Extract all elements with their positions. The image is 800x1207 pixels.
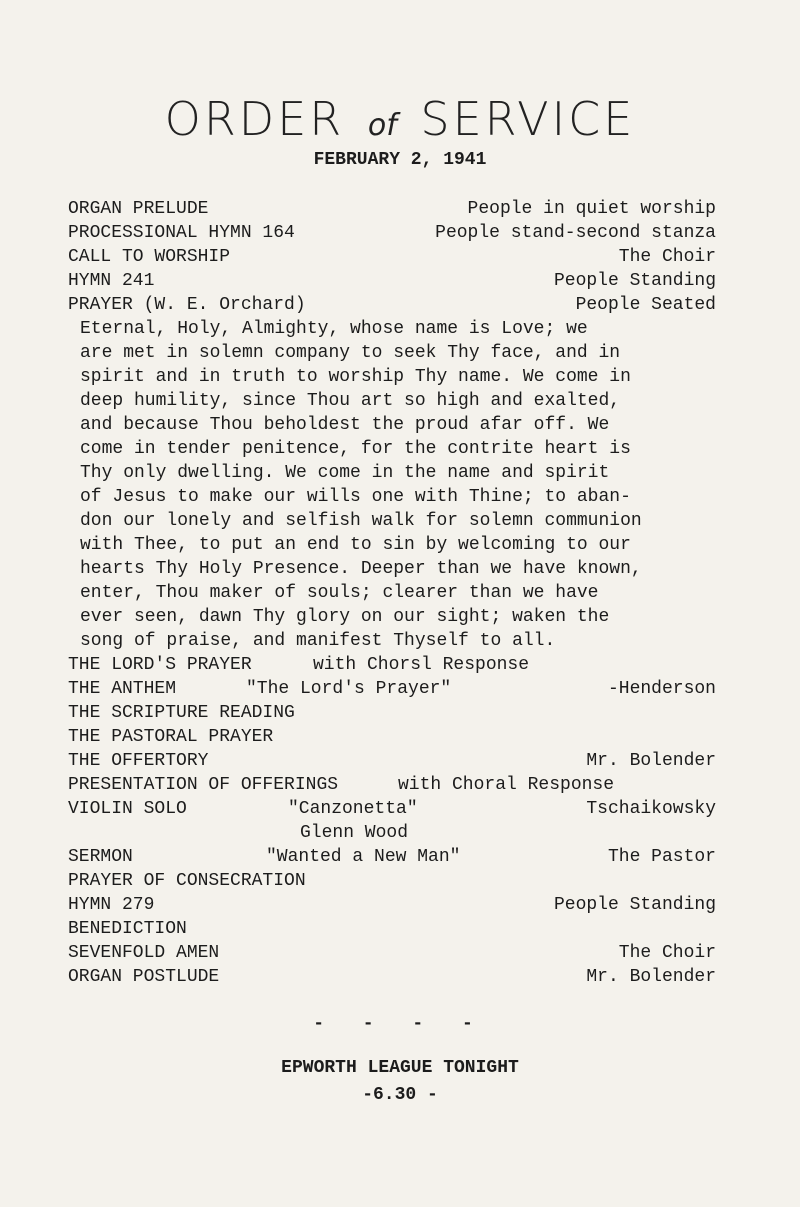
service-item-detail: "Canzonetta" <box>288 799 418 819</box>
service-item-name: PRAYER OF CONSECRATION <box>68 871 306 891</box>
prayer-line: deep humility, since Thou art so high and exalted, <box>80 391 621 411</box>
service-item-note: Mr. Bolender <box>586 967 716 987</box>
service-item-note: People in quiet worship <box>467 199 716 219</box>
service-item <box>68 293 716 317</box>
prayer-line: with Thee, to put an end to sin by welcoming to our <box>80 535 631 555</box>
service-item-name: THE ANTHEM <box>68 679 177 699</box>
service-item-name: HYMN 241 <box>68 271 155 291</box>
service-item-note: Tschaikowsky <box>586 799 716 819</box>
service-item <box>68 797 716 821</box>
service-item-name: PRAYER (W. E. Orchard) <box>68 295 306 315</box>
service-item <box>68 773 716 797</box>
prayer-line: are met in solemn company to seek Thy face, and in <box>80 343 621 363</box>
service-item <box>68 197 716 221</box>
service-item-name: THE OFFERTORY <box>68 751 209 771</box>
service-item <box>68 869 716 893</box>
prayer-line: Eternal, Holy, Almighty, whose name is Love; we <box>80 319 588 339</box>
service-item-note: -Henderson <box>607 679 716 699</box>
service-item <box>68 821 716 845</box>
page-title <box>0 92 800 146</box>
service-item-detail: "Wanted a New Man" <box>266 847 461 867</box>
service-item-note: The Choir <box>618 943 716 963</box>
service-item <box>68 269 716 293</box>
service-item-name: CALL TO WORSHIP <box>68 247 231 267</box>
prayer-line: song of praise, and manifest Thyself to all. <box>80 631 556 651</box>
title-end: SERVICE <box>420 92 636 146</box>
service-item <box>68 653 716 677</box>
service-item-note: People Standing <box>553 271 716 291</box>
prayer-line: enter, Thou maker of souls; clearer than we have <box>80 583 599 603</box>
prayer-line: and because Thou beholdest the proud afar off. We <box>80 415 610 435</box>
service-item <box>68 845 716 869</box>
service-item-note: People Seated <box>575 295 716 315</box>
service-item-name: VIOLIN SOLO <box>68 799 187 819</box>
service-item-name: ORGAN POSTLUDE <box>68 967 220 987</box>
service-item-note: Mr. Bolender <box>586 751 716 771</box>
service-item-name: SERMON <box>68 847 133 867</box>
footer-time: -6.30 - <box>362 1085 438 1105</box>
service-date: FEBRUARY 2, 1941 <box>313 150 487 170</box>
service-item-name: PRESENTATION OF OFFERINGS <box>68 775 339 795</box>
service-item-note: The Choir <box>618 247 716 267</box>
separator-dashes: - - - - <box>313 1014 487 1034</box>
service-item-name: SEVENFOLD AMEN <box>68 943 220 963</box>
service-item <box>68 917 716 941</box>
service-item <box>68 701 716 725</box>
prayer-line: hearts Thy Holy Presence. Deeper than we have known, <box>80 559 642 579</box>
service-item-name: THE LORD'S PRAYER <box>68 655 252 675</box>
service-item <box>68 749 716 773</box>
service-item <box>68 893 716 917</box>
prayer-line: ever seen, dawn Thy glory on our sight; waken the <box>80 607 610 627</box>
service-item <box>68 965 716 989</box>
service-item-detail: Glenn Wood <box>300 823 409 843</box>
service-item-detail: with Chorsl Response <box>313 655 530 675</box>
service-item <box>68 245 716 269</box>
prayer-line: spirit and in truth to worship Thy name. We come in <box>80 367 631 387</box>
service-item <box>68 941 716 965</box>
prayer-line: come in tender penitence, for the contrite heart is <box>80 439 631 459</box>
service-item-name: HYMN 279 <box>68 895 155 915</box>
prayer-line: of Jesus to make our wills one with Thine; to aban- <box>80 487 631 507</box>
footer-announcement: EPWORTH LEAGUE TONIGHT <box>281 1058 519 1078</box>
prayer-line: don our lonely and selfish walk for solemn communion <box>80 511 642 531</box>
service-item-name: PROCESSIONAL HYMN 164 <box>68 223 295 243</box>
prayer-line: Thy only dwelling. We come in the name and spirit <box>80 463 610 483</box>
service-item <box>68 725 716 749</box>
service-item-name: ORGAN PRELUDE <box>68 199 209 219</box>
service-item-note: The Pastor <box>607 847 716 867</box>
service-item-detail: "The Lord's Prayer" <box>246 679 452 699</box>
service-item-note: People stand-second stanza <box>435 223 716 243</box>
service-item-name: THE PASTORAL PRAYER <box>68 727 274 747</box>
service-item-name: THE SCRIPTURE READING <box>68 703 295 723</box>
service-item-name: BENEDICTION <box>68 919 187 939</box>
service-item-detail: with Choral Response <box>398 775 615 795</box>
service-item <box>68 221 716 245</box>
title-main: ORDER <box>164 92 345 146</box>
title-of: of <box>367 108 397 143</box>
service-item <box>68 677 716 701</box>
service-item-note: People Standing <box>553 895 716 915</box>
